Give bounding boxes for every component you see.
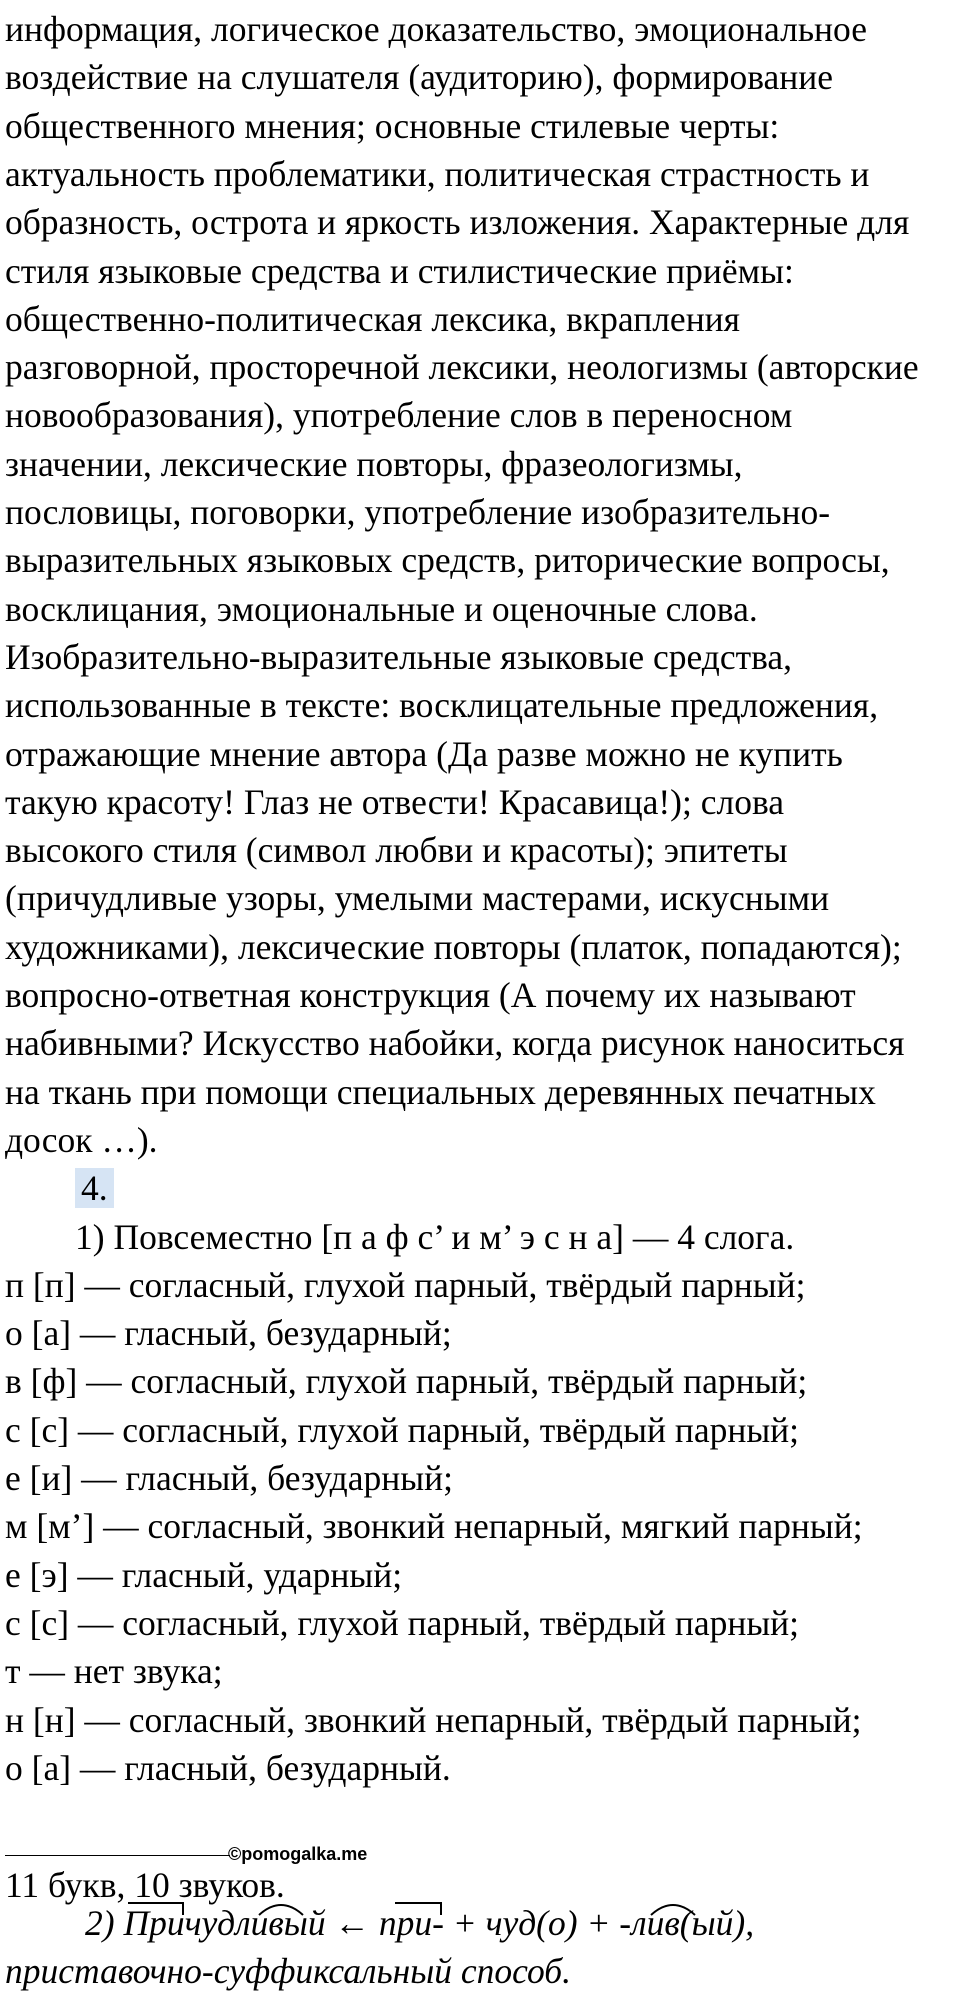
- task-number: [75, 1164, 114, 1212]
- text-line: значении, лексические повторы, фразеологизмы,: [5, 443, 743, 484]
- derived-word: Причудливый: [123, 1903, 326, 1943]
- prefix-morpheme: при-: [378, 1903, 444, 1943]
- footnote-divider: [5, 1855, 230, 1856]
- text-line: общественно-политическая лексика, вкрапления: [5, 298, 741, 339]
- text-line: художниками), лексические повторы (платок, попадаются);: [5, 926, 902, 967]
- phonetic-line: в [ф] — согласный, глухой парный, твёрдый парный;: [5, 1361, 808, 1402]
- text-line: пословицы, поговорки, употребление изобразительно-: [5, 492, 831, 532]
- phonetic-line: с [с] — согласный, глухой парный, твёрдый парный;: [5, 1409, 800, 1450]
- task-number-label: 4.: [75, 1168, 114, 1208]
- task1-heading: 1) Повсеместно [п а ф с’ и м’ э с н а] — 4 слога.: [75, 1216, 795, 1257]
- text-line: воздействие на слушателя (аудиторию), формирование: [5, 57, 834, 98]
- phonetic-line: с [с] — согласный, глухой парный, твёрдый парный;: [5, 1602, 800, 1643]
- text-line: информация, логическое доказательство, эмоциональное: [5, 9, 867, 49]
- phonetic-line: е [и] — гласный, безударный;: [5, 1458, 453, 1498]
- phonetic-line: о [а] — гласный, безударный.: [5, 1747, 451, 1788]
- text-line: набивными? Искусство набойки, когда рисунок наноситься: [5, 1023, 905, 1064]
- text-line: досок …).: [5, 1119, 158, 1160]
- text-line: вопросно-ответная конструкция (А почему их называют: [5, 975, 856, 1015]
- formation-method: приставочно-суффиксальный способ.: [5, 1951, 572, 1991]
- text-line: отражающие мнение автора (Да разве можно не купить: [5, 733, 843, 774]
- text-line: выразительных языковых средств, риторические вопросы,: [5, 540, 890, 581]
- text-line: общественного мнения; основные стилевые черты:: [5, 105, 780, 146]
- text-line: (причудливые узоры, умелыми мастерами, искусными: [5, 878, 830, 919]
- text-line: новообразования), употребление слов в переносном: [5, 395, 793, 436]
- phonetic-line: е [э] — гласный, ударный;: [5, 1554, 403, 1595]
- phonetic-line: н [н] — согласный, звонкий непарный, твёрдый парный;: [5, 1699, 862, 1740]
- summary-line: 11 букв, 10 звуков.: [5, 1865, 285, 1905]
- text-line: образность, острота и яркость изложения. Характерные для: [5, 202, 910, 243]
- word-formation-line: [85, 1893, 955, 1947]
- plus-sign: +: [586, 1903, 611, 1943]
- arrow-symbol: ←: [334, 1903, 370, 1943]
- text-line: стиля языковые средства и стилистические приёмы:: [5, 250, 794, 291]
- watermark: ©pomogalka.me: [228, 1844, 368, 1864]
- phonetic-line: м [м’] — согласный, звонкий непарный, мягкий парный;: [5, 1506, 863, 1547]
- plus-sign: +: [452, 1903, 477, 1943]
- root-morpheme: чуд(о): [485, 1903, 578, 1943]
- task2-number: 2): [85, 1903, 115, 1943]
- text-line: актуальность проблематики, политическая страстность и: [5, 153, 870, 194]
- text-line: такую красоту! Глаз не отвести! Красавица!); слова: [5, 781, 784, 822]
- text-line: разговорной, просторечной лексики, неологизмы (авторские: [5, 347, 919, 388]
- text-line: на ткань при помощи специальных деревянных печатных: [5, 1071, 876, 1112]
- text-line: Изобразительно-выразительные языковые средства,: [5, 636, 793, 677]
- text-line: высокого стиля (символ любви и красоты); эпитеты: [5, 830, 788, 871]
- suffix-morpheme: -лив(ый),: [619, 1903, 755, 1943]
- text-line: использованные в тексте: восклицательные предложения,: [5, 685, 879, 726]
- text-line: восклицания, эмоциональные и оценочные слова.: [5, 588, 758, 629]
- phonetic-line: о [а] — гласный, безударный;: [5, 1313, 452, 1354]
- phonetic-line: п [п] — согласный, глухой парный, твёрдый парный;: [5, 1264, 806, 1305]
- phonetic-line: т — нет звука;: [5, 1651, 223, 1692]
